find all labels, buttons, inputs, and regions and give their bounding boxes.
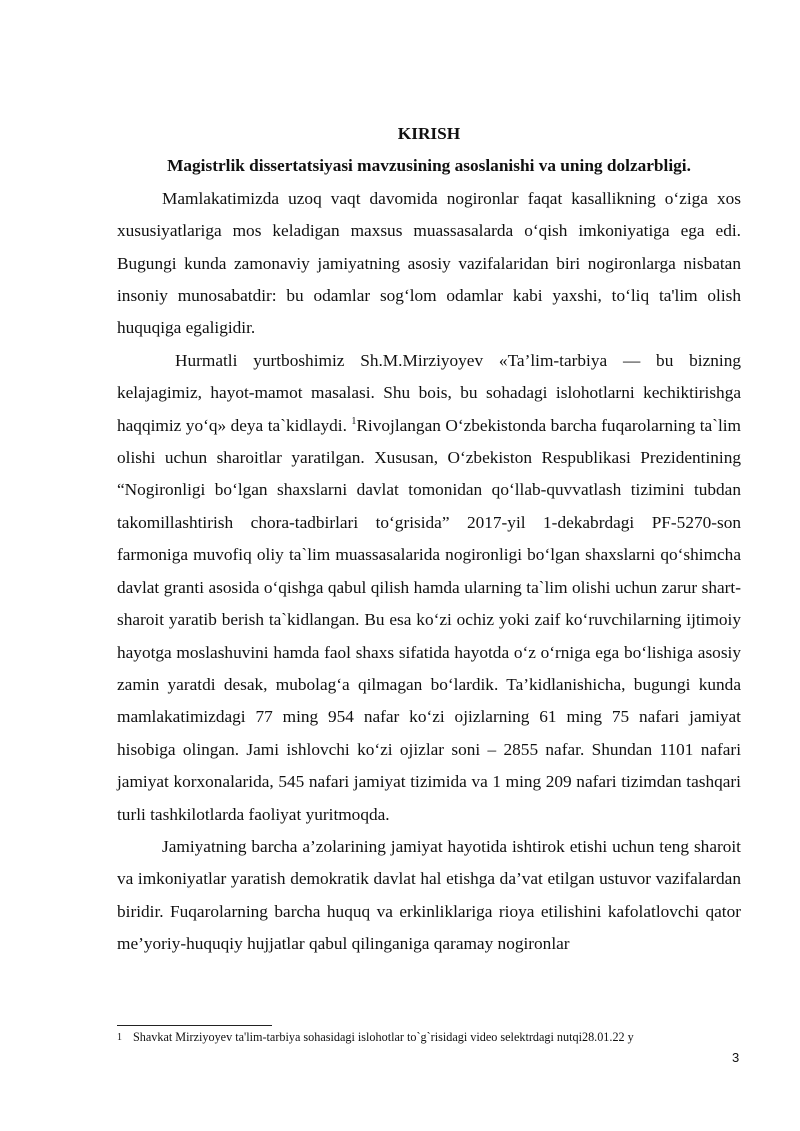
paragraph-1: Mamlakatimizda uzoq vaqt davomida nogironlar faqat kasallikning o‘ziga xos xususiyatlariga mos keladigan maxsus muassasalarda o‘qish imkoniyatiga ega edi. Bugungi kunda zamonaviy jamiyatning asosiy vazifalaridan biri nogironlarga nisbatan insoniy munosabatdir: bu odamlar sog‘lom odamlar kabi yaxshi, to‘liq ta'lim olish huquqiga egaligidir.: [117, 188, 741, 338]
paragraph-2-part-2: Rivojlangan O‘zbekistonda barcha fuqarolarning ta`lim olishi uchun sharoitlar yaratilgan. Xususan, O‘zbekiston Respublikasi Prezidentining “Nogironligi bo‘lgan shaxslarni davlat tomonidan qo‘llab-quvvatlash tizimini tubdan takomillashtirish chora-tadbirlari to‘grisida” 2017-yil 1-dekabrdagi PF-5270-son farmoniga muvofiq oliy ta`lim muassasalarida nogironligi bo‘lgan shaxslarni qo‘shimcha davlat granti asosida o‘qishga qabul qilish hamda ularning ta`lim olishi uchun zarur shart-sharoit yaratib berish ta`kidlangan. Bu esa ko‘zi ochiz yoki zaif ko‘ruvchilarning ijtimoiy hayotga moslashuvini hamda faol shaxs sifatida hayotda o‘z o‘rniga ega bo‘lishiga asosiy zamin yaratdi desak, mubolag‘a qilmagan bo‘lardik. Ta’kidlanishicha, bugungi kunda mamlakatimizdagi 77 ming 954 nafar ko‘zi ojizlarning 61 ming 75 nafari jamiyat hisobiga olingan. Jami ishlovchi ko‘zi ojizlar soni – 2855 nafar. Shundan 1101 nafari jamiyat korxonalarida, 545 nafari jamiyat tizimida va 1 ming 209 nafari tizimdan tashqari turli tashkilotlarda faoliyat yuritmoqda.: [117, 415, 741, 824]
page-title: KIRISH: [397, 124, 461, 143]
section-subtitle: Magistrlik dissertatsiyasi mavzusining asoslanishi va uning dolzarbligi.: [167, 156, 691, 176]
footnote: [117, 1030, 741, 1045]
paragraph-3: Jamiyatning barcha a’zolarining jamiyat hayotida ishtirok etishi uchun teng sharoit va imkoniyatlar yaratish demokratik davlat hal etishga da’vat etilgan ustuvor vazifalardan biridir. Fuqarolarning barcha huquq va erkinliklariga rioya etilishini kafolatlovchi qator me’yoriy-huquqiy hujjatlar qabul qilinganiga qaramay nogironlar: [117, 836, 741, 954]
footnote-mark: 1: [117, 1032, 122, 1043]
footnote-text: Shavkat Mirziyoyev ta'lim-tarbiya sohasidagi islohotlar to`g`risidagi video selektrdagi nutqi28.01.22 y: [133, 1030, 634, 1044]
page-body: [117, 118, 741, 961]
paragraph-2: [117, 345, 741, 831]
footnote-reference[interactable]: 1: [351, 415, 357, 427]
footnote-separator: [117, 1025, 272, 1026]
page-number: 3: [732, 1050, 740, 1065]
paragraph-2-part-1: Hurmatli yurtboshimiz Sh.M.Mirziyoyev «Ta’lim-tarbiya — bu bizning kelajagimiz, hayot-mamot masalasi. Shu bois, bu sohadagi islohotlarni kechiktirishga haqqimiz yo‘q» deya ta`kidlaydi.: [117, 350, 741, 435]
